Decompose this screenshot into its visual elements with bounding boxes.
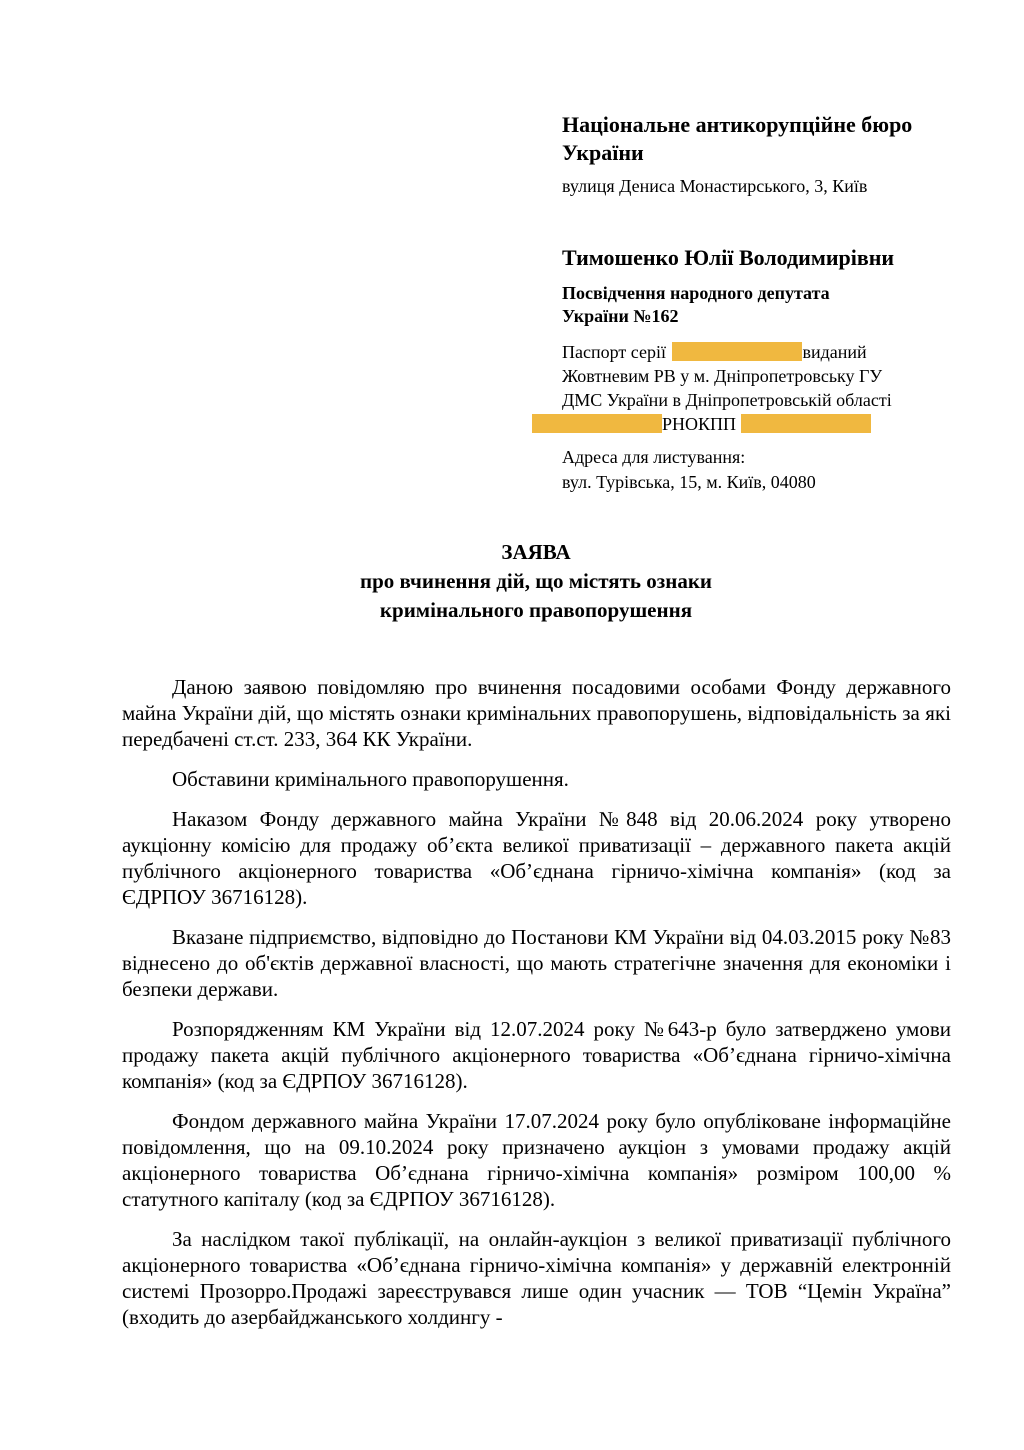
body-paragraph: За наслідком такої публікації, на онлайн-аукціон з великої приватизації публічного акціонерного товариства «Об’єднана гірничо-хімічна компанія» у державній електронній системі Прозорро.Продажі зареєструвався лише один учасник — ТОВ “Цемін Україна” (входить до азербайджанського холдингу - bbox=[122, 1227, 951, 1329]
title-line: кримінального правопорушення bbox=[379, 598, 693, 622]
passport-line: Жовтневим РВ у м. Дніпропетровську ГУ bbox=[562, 366, 883, 386]
title-line: ЗАЯВА bbox=[501, 540, 571, 564]
passport-issued: виданий bbox=[802, 342, 867, 362]
sender-id-line: Посвідчення народного депутата bbox=[562, 283, 830, 303]
passport-line bbox=[562, 340, 982, 364]
passport-block bbox=[562, 340, 982, 436]
redacted-passport-number bbox=[672, 342, 802, 361]
body-paragraph: Наказом Фонду державного майна України №848 від 20.06.2024 року утворено аукціонну комісію для продажу об’єкта великої приватизації – державного пакета акцій публічного акціонерного товариства «Об’єднана гірничо-хімічна компанія» (код за ЄДРПОУ 36716128). bbox=[122, 807, 951, 909]
body-paragraph: Даною заявою повідомляю про вчинення посадовими особами Фонду державного майна України дій, що містять ознаки кримінальних правопорушень, відповідальність за які передбачені ст.ст. 233, 364 КК України. bbox=[122, 675, 951, 751]
mail-address: вул. Турівська, 15, м. Київ, 04080 bbox=[562, 472, 816, 492]
body-paragraph: Розпорядженням КМ України від 12.07.2024 року №643-р було затверджено умови продажу пакета акцій публічного акціонерного товариства «Об’єднана гірничо-хімічна компанія» (код за ЄДРПОУ 36716128). bbox=[122, 1017, 951, 1093]
document-body bbox=[122, 674, 951, 1344]
sender-name: Тимошенко Юлії Володимирівни bbox=[562, 245, 895, 270]
sender-id-block bbox=[562, 282, 962, 328]
mail-address-block bbox=[562, 445, 962, 495]
passport-line bbox=[532, 412, 982, 436]
redacted-passport-date bbox=[532, 414, 662, 433]
recipient-name: Національне антикорупційне бюро України bbox=[562, 112, 913, 165]
title-line: про вчинення дій, що містять ознаки bbox=[359, 569, 713, 593]
passport-line: ДМС України в Дніпропетровській області bbox=[562, 390, 892, 410]
redacted-rnokpp bbox=[741, 414, 871, 433]
body-paragraph: Вказане підприємство, відповідно до Постанови КМ України від 04.03.2015 року №83 віднесено до об'єктів державної власності, що мають стратегічне значення для економіки і безпеки держави. bbox=[122, 925, 951, 1001]
rnokpp-label: РНОКПП bbox=[662, 414, 737, 434]
document-title bbox=[0, 538, 1024, 625]
body-paragraph: Фондом державного майна України 17.07.2024 року було опубліковане інформаційне повідомлення, що на 09.10.2024 року призначено аукціон з умовами продажу акцій акціонерного товариства Об’єднана гірничо-хімічна компанія» розміром 100,00 % статутного капіталу (код за ЄДРПОУ 36716128). bbox=[122, 1109, 951, 1211]
passport-prefix: Паспорт серії bbox=[562, 342, 666, 362]
sender-id-line: України №162 bbox=[562, 306, 679, 326]
mail-label: Адреса для листування: bbox=[562, 447, 746, 467]
recipient-address: вулиця Дениса Монастирського, 3, Київ bbox=[562, 176, 868, 196]
body-paragraph: Обставини кримінального правопорушення. bbox=[172, 767, 569, 791]
